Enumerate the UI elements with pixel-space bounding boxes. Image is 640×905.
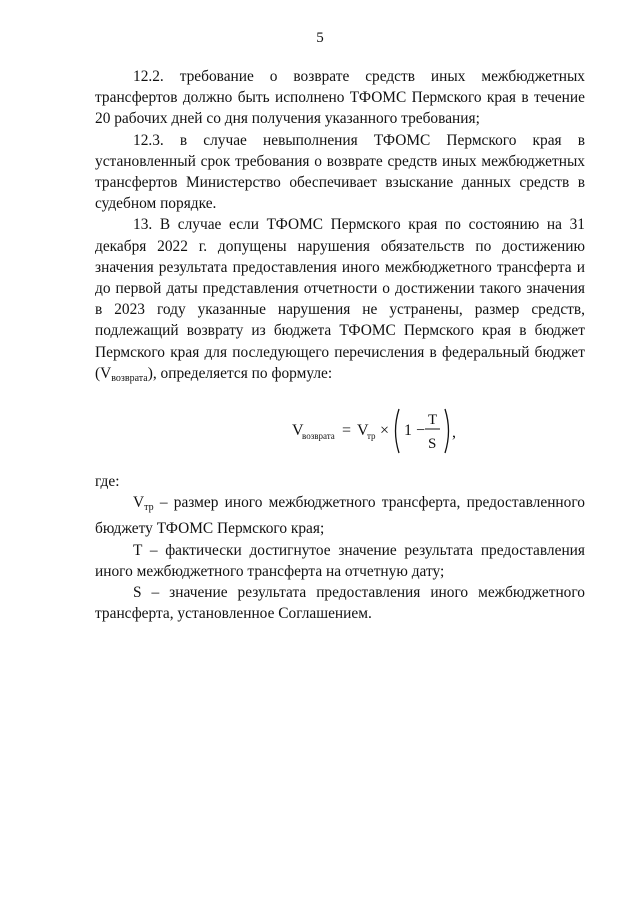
return-formula [95, 393, 585, 465]
formula-times: × [380, 422, 390, 440]
formula-left-paren [396, 409, 400, 453]
paragraph-12-2: 12.2. требование о возврате средств иных межбюджетных трансфертов должно быть исполнено ТФОМС Пермского края в течение 20 рабочих дней со дня получения указанного требования; [95, 68, 585, 128]
formula-v: V [357, 422, 369, 440]
formula-equals: = [342, 422, 352, 440]
paragraph-13-subscript: возврата [111, 372, 148, 384]
paragraph-12-3: 12.3. в случае невыполнения ТФОМС Пермского края в установленный срок требования о возврате средств иных межбюджетных трансфертов Министерство обеспечивает взыскание данных средств в судебном порядке. [95, 131, 585, 213]
where-label: где: [95, 473, 120, 491]
definition-vtr [95, 492, 585, 539]
formula-one-minus: 1 − [404, 422, 426, 440]
formula-denominator: S [428, 436, 437, 453]
definition-vtr-subscript: тр [144, 502, 154, 514]
formula-lhs-v: V [292, 422, 304, 440]
definition-vtr-symbol: V [133, 494, 145, 512]
page-number: 5 [316, 30, 324, 46]
definition-vtr-text: – размер иного межбюджетного трансферта, предоставленного бюджету ТФОМС Пермского края; [95, 494, 585, 538]
paragraph-13 [95, 214, 585, 389]
formula-right-paren [445, 409, 449, 453]
formula-graphic [95, 393, 585, 465]
formula-trailing-comma: , [452, 424, 456, 442]
paragraph-13-text: 13. В случае если ТФОМС Пермского края по состоянию на 31 декабря 2022 г. допущены нарушения обязательств по достижению значения результата предоставления иного межбюджетного трансферта и до первой даты представления отчетности о достижении такого значения в 2023 году указанные нарушения не устранены, размер средств, подлежащий возврату из бюджета ТФОМС Пермского края в бюджет Пермского края для последующего перечисления в федеральный бюджет (V [95, 216, 585, 382]
formula-numerator: T [428, 412, 438, 429]
paragraph-13-tail: ), определяется по формуле: [147, 364, 333, 382]
document-body [95, 66, 585, 624]
definition-s: S – значение результата предоставления иного межбюджетного трансферта, установленное Соглашением. [95, 584, 585, 623]
formula-lhs-subscript: возврата [302, 431, 335, 442]
definition-t: T – фактически достигнутое значение результата предоставления иного межбюджетного трансферта на отчетную дату; [95, 541, 585, 580]
formula-v-subscript: тр [367, 431, 376, 442]
